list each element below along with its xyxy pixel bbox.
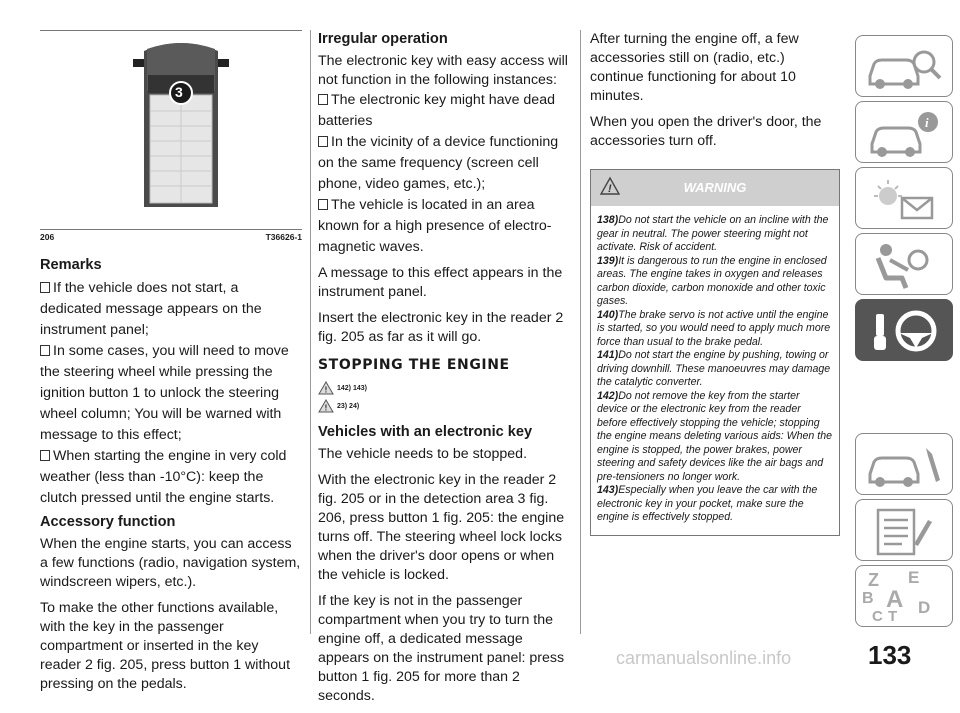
page-number: 133	[868, 640, 912, 670]
remarks-bullet-1: If the vehicle does not start, a dedicated message appears on the instrument panel;	[40, 280, 262, 338]
sidebar-tab-maintenance[interactable]	[855, 433, 953, 495]
index-letter: A	[886, 586, 904, 613]
warning-box	[590, 169, 840, 536]
index-letter: Z	[868, 570, 879, 590]
checkbox-bullet-icon	[40, 345, 50, 356]
electronic-key-paragraph-2: With the electronic key in the reader 2 fig. 205 or in the detection area 3 fig. 206, press button 1 fig. 205: the engine turns off. The steering wheel lock locks when the driver's door opens or when the vehicle is locked.	[318, 472, 565, 583]
checkbox-bullet-icon	[318, 199, 328, 210]
checkbox-bullet-icon	[318, 136, 328, 147]
index-letter: D	[918, 598, 931, 617]
warning-reference-2: ! 23) 24)	[318, 399, 574, 413]
remarks-bullet-2: In some cases, you will need to move the steering wheel while pressing the ignition button 1 to unlock the steering wheel column; You will be warned with message to this effect;	[40, 343, 289, 443]
sidebar-tab-car-info[interactable]	[855, 101, 953, 163]
irregular-bullet-3: The vehicle is located in an area known for a high presence of electro-magnetic waves.	[318, 197, 552, 255]
specifications-list-icon	[856, 500, 954, 562]
column-divider-2	[580, 30, 581, 634]
irregular-paragraph-3: Insert the electronic key in the reader 2 fig. 205 as far as it will go.	[318, 310, 564, 345]
svg-text:!: !	[324, 403, 328, 413]
warning-reference-1: ! 142) 143)	[318, 381, 574, 395]
checkbox-bullet-icon	[318, 94, 328, 105]
index-letter: E	[908, 568, 920, 587]
key-steering-wheel-icon	[856, 300, 954, 362]
after-off-paragraph: After turning the engine off, a few accessories still on (radio, etc.) continue functioning for about 10 minutes.	[590, 31, 799, 104]
warning-item: 140)The brake servo is not active until the engine is started, so you would need to apply much more force than usual to the brake pedal.	[597, 308, 831, 348]
checkbox-bullet-icon	[40, 450, 50, 461]
airbag-seat-icon	[856, 234, 954, 296]
warning-item: 141)Do not start the engine by pushing, towing or driving downhill. These manoeuvres may damage the catalytic converter.	[597, 349, 831, 388]
irregular-paragraph-1: The electronic key with easy access will not function in the following instances:	[318, 53, 568, 88]
warning-header	[591, 170, 839, 206]
irregular-bullet-2: In the vicinity of a device functioning on the same frequency (screen cell phone, video games, etc.);	[318, 134, 559, 192]
car-wrench-icon	[856, 434, 954, 496]
figure-callout-3: 3	[175, 84, 183, 100]
sidebar-tab-warning-lights[interactable]	[855, 167, 953, 229]
warning-list	[591, 206, 839, 535]
index-letter: T	[888, 608, 898, 625]
remarks-heading: Remarks	[40, 257, 102, 273]
irregular-paragraph-2: A message to this effect appears in the instrument panel.	[318, 265, 563, 300]
sidebar-tab-starting-driving[interactable]	[855, 299, 953, 361]
sidebar-tab-car-overview[interactable]	[855, 35, 953, 97]
warning-lights-icon	[856, 168, 954, 230]
checkbox-bullet-icon	[40, 282, 50, 293]
svg-text:!: !	[324, 385, 328, 395]
figure-number: 206	[40, 232, 55, 242]
column-3	[590, 30, 840, 536]
accessory-paragraph-2: To make the other functions available, with the key in the passenger compartment or inserted in the key reader 2 fig. 205, press button 1 without pressing on the pedals.	[40, 600, 291, 692]
driver-door-paragraph: When you open the driver's door, the accessories turn off.	[590, 114, 822, 149]
sidebar-tab-index[interactable]	[855, 565, 953, 627]
electronic-key-paragraph-3: If the key is not in the passenger compartment when you try to turn the engine off, a dedicated message appears on the instrument panel: press button 1 fig. 205 for more than 2 seconds.	[318, 593, 565, 704]
stopping-engine-heading: STOPPING THE ENGINE	[318, 357, 510, 373]
column-2	[318, 30, 574, 713]
warning-item: 142)Do not remove the key from the starter device or the electronic key from the reader before effectively stopping the vehicle; stopping the engine means deleting various aids: When the engine is stopped, the power brakes, power steering and safety devices like the air bags and pre-tensioners no longer work.	[597, 389, 832, 483]
column-1	[40, 30, 302, 701]
accessory-paragraph-1: When the engine starts, you can access a few functions (radio, navigation system, windscreen wipers, etc.).	[40, 536, 301, 590]
warning-triangle-icon	[599, 176, 621, 196]
electronic-key-paragraph-1: The vehicle needs to be stopped.	[318, 446, 528, 462]
index-letter: C	[872, 608, 883, 625]
watermark: carmanualsonline.info	[616, 648, 792, 668]
irregular-bullet-1: The electronic key might have dead batteries	[318, 92, 555, 129]
svg-text:!: !	[608, 183, 612, 195]
svg-text:i: i	[925, 115, 929, 130]
sidebar-tab-specifications[interactable]	[855, 499, 953, 561]
index-letter: B	[862, 590, 874, 607]
figure-code: T36626-1	[265, 232, 302, 242]
warning-item: 139)It is dangerous to run the engine in enclosed areas. The engine takes in oxygen and releases carbon dioxide, carbon monoxide and other toxic gases.	[597, 254, 827, 307]
figure-206	[40, 30, 302, 229]
figure-caption	[40, 229, 302, 242]
accessory-function-heading: Accessory function	[40, 514, 176, 530]
car-magnifier-icon	[856, 36, 954, 98]
warning-title: WARNING	[683, 180, 747, 195]
warning-item: 138)Do not start the vehicle on an incline with the gear in neutral. The power steering might not activate. Risk of accident.	[597, 214, 829, 253]
electronic-key-heading: Vehicles with an electronic key	[318, 424, 533, 440]
sidebar-tab-safety[interactable]	[855, 233, 953, 295]
irregular-operation-heading: Irregular operation	[318, 31, 448, 47]
car-info-icon	[856, 102, 954, 164]
remarks-bullet-3: When starting the engine in very cold weather (less than -10°C): keep the clutch pressed until the engine starts.	[40, 448, 287, 506]
column-divider-1	[310, 30, 311, 634]
caution-triangle-icon	[318, 399, 334, 413]
warning-item: 143)Especially when you leave the car with the electronic key in your pocket, make sure the engine is effectively stopped.	[597, 484, 818, 523]
warning-triangle-icon	[318, 381, 334, 395]
van-top-view-illustration	[40, 31, 302, 209]
